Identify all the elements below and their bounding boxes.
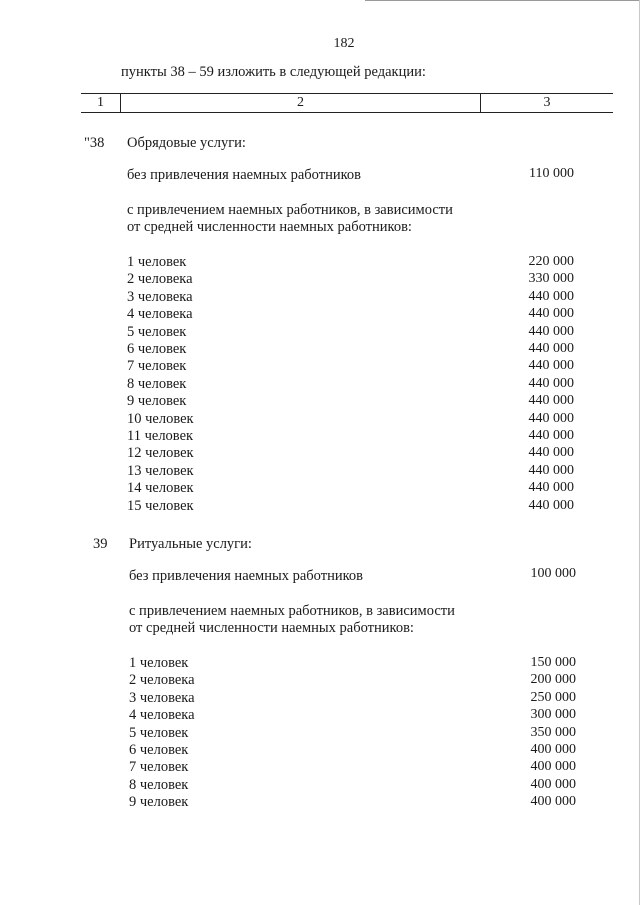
section-number: 39 bbox=[93, 536, 108, 552]
list-item bbox=[0, 428, 640, 445]
employee-count-label: 5 человек bbox=[129, 724, 189, 741]
intro-text: пункты 38 – 59 изложить в следующей редакции: bbox=[121, 64, 426, 80]
employee-count-label: 9 человек bbox=[129, 794, 189, 811]
employee-count-label: 2 человека bbox=[127, 271, 193, 288]
list-item bbox=[0, 655, 640, 672]
section-title: Обрядовые услуги: bbox=[127, 135, 246, 151]
amount-value: 440 000 bbox=[528, 288, 574, 304]
employee-count-label: 4 человека bbox=[127, 306, 193, 323]
amount-value: 440 000 bbox=[528, 410, 574, 426]
employee-count-label: 8 человек bbox=[129, 776, 189, 793]
list-item bbox=[0, 376, 640, 393]
column-header-row bbox=[81, 93, 613, 113]
list-item bbox=[0, 672, 640, 689]
column-header-3: 3 bbox=[543, 95, 551, 110]
list-item bbox=[0, 480, 640, 497]
amount-value: 440 000 bbox=[528, 358, 574, 374]
section-title: Ритуальные услуги: bbox=[129, 536, 252, 552]
scan-edge-line bbox=[365, 0, 640, 1]
employee-count-label: 15 человек bbox=[127, 497, 194, 514]
amount-value: 350 000 bbox=[530, 724, 576, 740]
list-item bbox=[0, 794, 640, 811]
list-item bbox=[0, 393, 640, 410]
with-employees-line2: от средней численности наемных работников: bbox=[127, 219, 412, 235]
with-employees-line2: от средней численности наемных работников: bbox=[129, 620, 414, 636]
list-item bbox=[0, 289, 640, 306]
employee-count-label: 14 человек bbox=[127, 480, 194, 497]
amount-value: 440 000 bbox=[528, 393, 574, 409]
list-item bbox=[0, 463, 640, 480]
amount-value: 440 000 bbox=[528, 480, 574, 496]
employee-count-label: 7 человек bbox=[129, 759, 189, 776]
employee-count-label: 13 человек bbox=[127, 462, 194, 479]
column-header-2: 2 bbox=[121, 94, 481, 112]
employee-count-label: 1 человек bbox=[129, 655, 189, 671]
list-item bbox=[0, 498, 640, 515]
list-item bbox=[0, 271, 640, 288]
employee-count-label: 6 человек bbox=[127, 341, 187, 357]
list-item bbox=[0, 759, 640, 776]
no-employees-value: 100 000 bbox=[530, 566, 576, 581]
page-number: 182 bbox=[333, 36, 355, 51]
no-employees-value: 110 000 bbox=[529, 166, 574, 181]
amount-value: 200 000 bbox=[530, 672, 576, 688]
employee-count-label: 2 человека bbox=[129, 672, 195, 689]
list-item bbox=[0, 725, 640, 742]
amount-value: 440 000 bbox=[528, 306, 574, 322]
amount-value: 440 000 bbox=[528, 341, 574, 356]
list-item bbox=[0, 324, 640, 341]
list-item bbox=[0, 306, 640, 323]
no-employees-label: без привлечения наемных работников bbox=[127, 167, 361, 183]
list-item bbox=[0, 690, 640, 707]
employee-count-label: 8 человек bbox=[127, 375, 187, 392]
employee-count-label: 10 человек bbox=[127, 410, 194, 427]
amount-value: 440 000 bbox=[528, 462, 574, 478]
employee-count-label: 11 человек bbox=[127, 428, 194, 444]
amount-value: 150 000 bbox=[530, 655, 576, 670]
amount-value: 440 000 bbox=[528, 428, 574, 443]
amount-value: 440 000 bbox=[528, 445, 574, 461]
amount-value: 440 000 bbox=[528, 323, 574, 339]
amount-value: 330 000 bbox=[528, 271, 574, 287]
list-item bbox=[0, 445, 640, 462]
list-item bbox=[0, 254, 640, 271]
employee-count-label: 7 человек bbox=[127, 358, 187, 375]
list-item bbox=[0, 742, 640, 759]
amount-value: 220 000 bbox=[528, 254, 574, 269]
amount-value: 440 000 bbox=[528, 375, 574, 391]
list-item bbox=[0, 707, 640, 724]
list-item bbox=[0, 358, 640, 375]
list-item bbox=[0, 341, 640, 358]
employee-count-label: 3 человека bbox=[127, 288, 193, 305]
with-employees-line1: с привлечением наемных работников, в зависимости bbox=[129, 603, 455, 619]
employee-count-label: 1 человек bbox=[127, 254, 187, 270]
employee-count-label: 3 человека bbox=[129, 689, 195, 706]
amount-value: 400 000 bbox=[530, 776, 576, 792]
amount-value: 400 000 bbox=[530, 794, 576, 810]
employee-count-label: 12 человек bbox=[127, 445, 194, 462]
amount-value: 440 000 bbox=[528, 497, 574, 513]
employee-count-label: 4 человека bbox=[129, 707, 195, 724]
amount-value: 400 000 bbox=[530, 759, 576, 775]
employee-count-label: 5 человек bbox=[127, 323, 187, 340]
list-item bbox=[0, 777, 640, 794]
employee-count-label: 6 человек bbox=[129, 742, 189, 758]
section-number: "38 bbox=[84, 135, 105, 151]
amount-value: 300 000 bbox=[530, 707, 576, 723]
with-employees-line1: с привлечением наемных работников, в зависимости bbox=[127, 202, 453, 218]
amount-value: 400 000 bbox=[530, 742, 576, 757]
list-item bbox=[0, 411, 640, 428]
amount-value: 250 000 bbox=[530, 689, 576, 705]
employee-count-label: 9 человек bbox=[127, 393, 187, 410]
column-header-1: 1 bbox=[81, 94, 121, 112]
no-employees-label: без привлечения наемных работников bbox=[129, 568, 363, 584]
